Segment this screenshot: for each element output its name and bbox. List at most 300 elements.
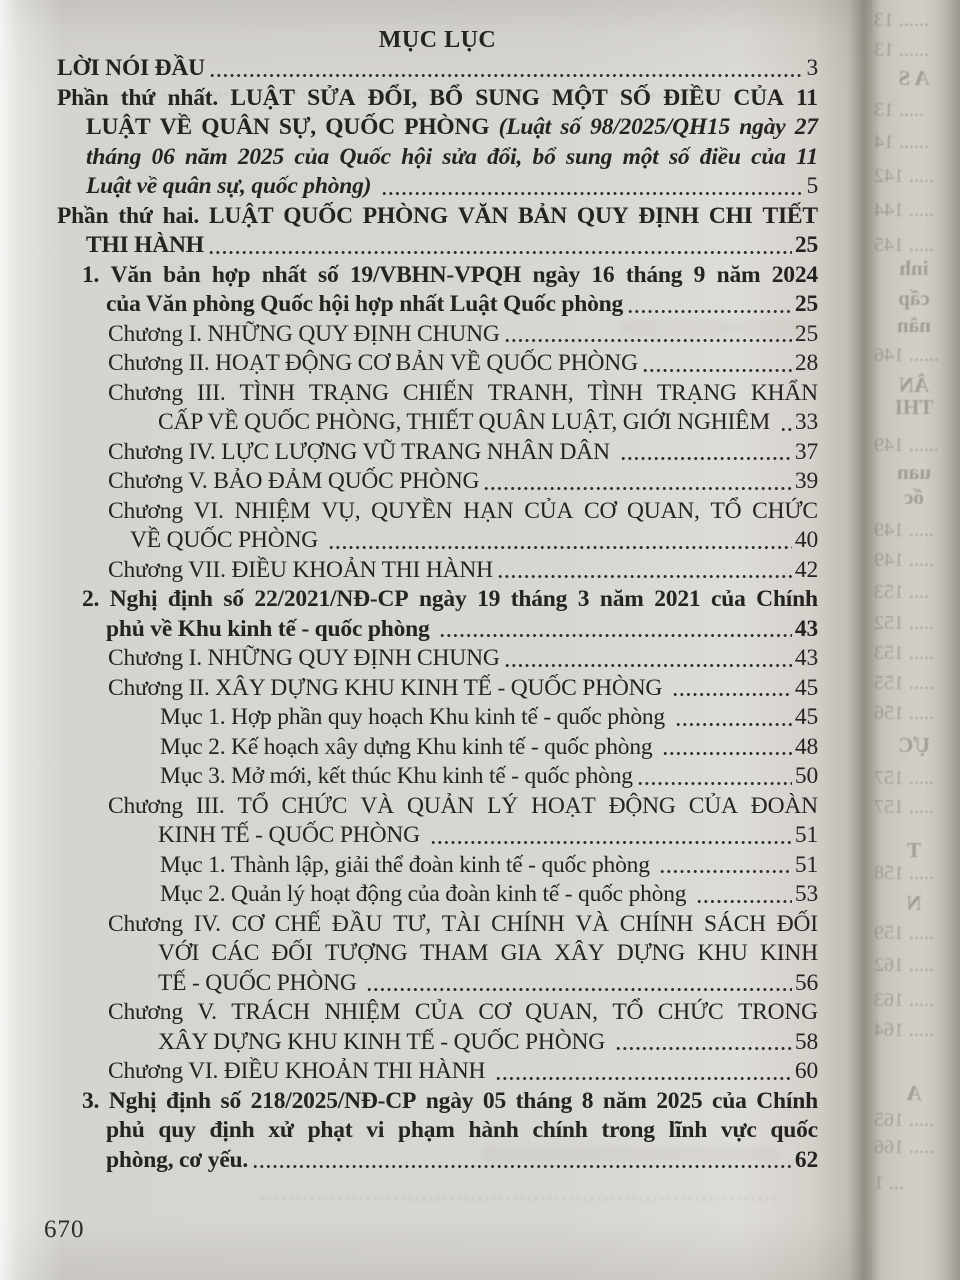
toc-line-word: CÁC: [211, 940, 260, 966]
bleed-through-text: inh: [899, 256, 929, 280]
bleed-through-text: nân: [897, 313, 931, 337]
toc-line-word: 2025: [656, 1087, 703, 1114]
toc-line-word: CHỨC: [752, 497, 818, 524]
toc-line-word: Văn: [110, 261, 152, 288]
toc-line-text: KINH TẾ - QUỐC PHÒNG: [158, 822, 426, 848]
toc-line-text: Mục 1. Thành lập, giải thể đoàn kinh tế - quốc phòng: [160, 851, 656, 878]
toc-line-word: DỰNG: [616, 940, 686, 966]
toc-line-word: hai.: [162, 202, 200, 229]
toc-line-word: PHÒNG: [404, 114, 490, 140]
toc-page-number: 5: [806, 173, 818, 199]
toc-line-word: trong: [601, 1117, 655, 1143]
toc-line-word: CHỨC: [657, 999, 724, 1025]
toc-line-word: TƯỢNG: [325, 940, 408, 966]
bleed-through-text: N: [906, 891, 922, 915]
bleed-through-text: ..... 162: [874, 954, 934, 976]
toc-line-word: QUÂN: [201, 114, 270, 140]
toc-page-number: 25: [794, 291, 818, 317]
toc-line-word: 19/VBHN-VPQH: [349, 261, 522, 288]
dot-leader: [498, 573, 792, 580]
toc-line-word: của: [751, 143, 786, 170]
bleed-through-text: ỰC: [898, 733, 930, 757]
table-of-contents: [0, 54, 818, 1175]
toc-line-word: TRANH,: [487, 379, 574, 406]
toc-page-number: 51: [794, 851, 818, 878]
toc-line-word: CƠ: [231, 910, 264, 937]
bleed-through-text: ...... 14: [874, 131, 929, 153]
toc-line-word: quốc: [770, 1117, 818, 1143]
toc-line-word: đổi,: [487, 143, 523, 170]
toc-page-number: 60: [794, 1058, 818, 1084]
toc-line-word: TRONG: [737, 999, 818, 1025]
toc-line-word: KHẨN: [750, 379, 818, 406]
toc-line: [0, 1146, 818, 1176]
toc-page-number: 56: [794, 969, 818, 996]
toc-line-word: LUẬT: [230, 84, 295, 111]
toc-line-word: tháng: [515, 1087, 573, 1114]
toc-line: [0, 172, 818, 202]
toc-line-text: XÂY DỰNG KHU KINH TẾ - QUỐC PHÒNG: [158, 1028, 611, 1055]
dot-leader: [643, 367, 792, 374]
dot-leader: [697, 898, 792, 905]
toc-line-text: Chương I. NHỮNG QUY ĐỊNH CHUNG: [108, 320, 500, 347]
page-title: MỤC LỤC: [378, 27, 497, 53]
toc-line-word: Nghị: [109, 586, 158, 612]
bleed-through-text: ..... 165: [874, 1109, 934, 1131]
toc-line-word: SỐ: [619, 84, 651, 111]
toc-line-word: Chương: [108, 910, 183, 937]
bleed-through-text: ..... 156: [874, 702, 934, 724]
toc-line-word: phạm: [398, 1117, 455, 1143]
toc-line-word: vực: [720, 1117, 757, 1143]
toc-line-word: Chính: [756, 1087, 818, 1114]
toc-line-word: tháng: [86, 143, 142, 170]
toc-page-number: 33: [794, 409, 818, 435]
toc-line-word: ĐỊNH: [638, 202, 699, 229]
toc-line-word: KINH: [760, 940, 818, 966]
footer-page-number: 670: [44, 1216, 85, 1243]
toc-line-word: QUAN,: [525, 999, 598, 1025]
bleed-through-text: ..... 144: [874, 199, 934, 221]
toc-line-word: chính: [532, 1117, 588, 1143]
dot-leader: [367, 986, 792, 993]
toc-line-word: VÀ: [575, 910, 609, 937]
toc-line-word: TƯ,: [393, 910, 431, 937]
toc-line-word: III.: [195, 792, 225, 819]
toc-line-word: TÀI: [441, 910, 481, 937]
toc-line: [0, 792, 818, 822]
toc-line-word: 11: [796, 84, 818, 111]
toc-line-word: một: [622, 143, 659, 170]
dot-leader: [329, 544, 792, 551]
dot-leader: [660, 868, 791, 875]
bleed-through-text: ..... 164: [874, 1019, 934, 1041]
toc-line: [0, 231, 818, 261]
toc-line-word: vi: [366, 1117, 385, 1143]
toc-line-word: Chương: [108, 792, 183, 819]
toc-line-word: QUYỀN: [371, 497, 453, 524]
dot-leader: [505, 337, 792, 344]
toc-line: [0, 497, 818, 527]
bleed-through-text: ÂN: [898, 373, 930, 397]
toc-line-word: QUỐC: [325, 114, 395, 140]
toc-line-text: VỀ QUỐC PHÒNG: [130, 527, 324, 553]
toc-line-word: số: [220, 1087, 241, 1114]
toc-line: [0, 202, 818, 232]
toc-line-word: sung: [566, 143, 613, 170]
dot-leader: [781, 426, 792, 433]
toc-line-word: 218/2025/NĐ-CP: [250, 1087, 417, 1114]
toc-line-word: tháng: [625, 261, 683, 288]
toc-line-word: ĐOÀN: [750, 792, 818, 819]
toc-line-word: NHIỆM: [324, 999, 401, 1025]
toc-line-word: CHÍNH: [619, 910, 694, 937]
toc-line-text: Mục 1. Hợp phần quy hoạch Khu kinh tế - quốc phòng: [160, 704, 671, 730]
toc-line-word: số: [560, 114, 581, 140]
toc-line-word: TRẠNG: [308, 379, 389, 406]
toc-line-word: năm: [716, 261, 761, 288]
toc-page-number: 3: [806, 55, 818, 81]
toc-line-word: Chính: [756, 586, 818, 612]
toc-line-word: sửa: [442, 143, 477, 170]
toc-line-word: định: [209, 1117, 255, 1143]
toc-line-word: CỦA: [688, 792, 738, 819]
toc-page-number: 25: [794, 320, 818, 347]
toc-line-word: phủ: [106, 1117, 145, 1143]
dot-leader: [505, 662, 792, 669]
toc-line-word: 2021: [654, 586, 701, 612]
toc-page-number: 43: [794, 615, 818, 642]
toc-line-word: CHIẾN: [402, 379, 474, 406]
toc-page-number: 50: [794, 763, 818, 789]
bleed-through-text: ..... 166: [874, 1136, 934, 1158]
toc-line-word: TÌNH: [239, 379, 295, 406]
bleed-through-text: .... 153: [874, 581, 929, 603]
toc-line-word: 1.: [82, 261, 100, 288]
toc-line: [0, 143, 818, 173]
toc-line-word: LUẬT: [208, 202, 274, 229]
toc-line: [0, 556, 818, 586]
toc-line-word: bổ: [532, 143, 556, 170]
toc-line: [0, 674, 818, 704]
toc-line-word: hành: [468, 1117, 519, 1143]
toc-line-word: Phần: [57, 202, 109, 229]
dot-leader: [210, 72, 803, 79]
toc-line: [0, 969, 818, 999]
toc-line-text: Mục 2. Quản lý hoạt động của đoàn kinh tế - quốc phòng: [160, 881, 693, 907]
toc-line-word: VÀ: [360, 792, 394, 819]
toc-line-word: 16: [591, 261, 615, 288]
toc-line-word: 06: [151, 143, 175, 170]
toc-line-word: 3.: [82, 1087, 100, 1114]
toc-line: [0, 821, 818, 851]
toc-line-word: Chương: [108, 497, 183, 524]
toc-line-word: LÝ: [487, 792, 519, 819]
toc-line-word: THAM: [419, 940, 489, 966]
bleed-through-text: A S: [898, 66, 930, 90]
bleed-through-text: ..... 152: [874, 612, 934, 634]
toc-line-word: CƠ: [478, 999, 511, 1025]
toc-line-word: ĐỘNG: [608, 792, 676, 819]
toc-line-word: VỤ,: [321, 497, 361, 524]
toc-line-text: Chương II. XÂY DỰNG KHU KINH TẾ - QUỐC PHÒNG: [108, 674, 668, 701]
toc-line: [0, 762, 818, 792]
toc-page-number: 43: [794, 645, 818, 671]
dot-leader: [440, 632, 792, 639]
toc-line-word: GIA: [500, 940, 542, 966]
toc-line: [0, 1087, 818, 1117]
bleed-through-text: ...... 13: [874, 9, 929, 31]
toc-line-word: 27: [794, 114, 818, 140]
bleed-through-text: ..... 163: [874, 989, 934, 1011]
toc-line-text: Chương IV. LỰC LƯỢNG VŨ TRANG NHÂN DÂN: [108, 438, 616, 465]
toc-line-word: hội: [401, 143, 432, 170]
toc-line: [0, 113, 818, 143]
bleed-through-text: ..... 145: [874, 234, 934, 256]
toc-line-word: SUNG: [475, 84, 540, 111]
dot-leader: [673, 691, 792, 698]
toc-line-word: Chương: [108, 999, 183, 1025]
toc-line-word: CHÍNH: [491, 910, 565, 937]
dot-leader: [484, 485, 792, 492]
toc-line-word: nhất.: [167, 84, 219, 111]
toc-line: [0, 379, 818, 409]
toc-line-text: phủ về Khu kinh tế - quốc phòng: [106, 615, 436, 642]
toc-line: [0, 880, 818, 910]
bleed-through-text: ...... 149: [874, 434, 939, 456]
toc-line-text: Chương VII. ĐIỀU KHOẢN THI HÀNH: [108, 556, 493, 583]
toc-line-word: IV.: [193, 910, 221, 937]
toc-line-word: định: [167, 586, 213, 612]
toc-line-word: điều: [699, 143, 741, 170]
bleed-through-text: ...... 13: [874, 39, 929, 61]
toc-page-number: 40: [794, 527, 818, 553]
toc-line: [0, 438, 818, 468]
toc-line-word: VĂN: [457, 202, 509, 229]
adjacent-page-edge: [872, 0, 960, 1280]
toc-page-number: 45: [794, 704, 818, 730]
dot-leader: [628, 308, 792, 315]
toc-line-word: CỦA: [524, 497, 574, 524]
bleed-through-text: ..... 149: [874, 519, 934, 541]
toc-line-text: Mục 3. Mở mới, kết thúc Khu kinh tế - quốc phòng: [160, 763, 633, 789]
toc-line-word: BỔ: [429, 84, 463, 111]
toc-line-word: 05: [482, 1087, 507, 1114]
toc-line-word: HẠN: [463, 497, 514, 524]
toc-line-word: ngày: [419, 586, 467, 612]
toc-line-word: QUY: [576, 202, 629, 229]
toc-line: [0, 939, 818, 969]
toc-line-text: Chương II. HOẠT ĐỘNG CƠ BẢN VỀ QUỐC PHÒNG: [108, 350, 638, 376]
toc-line: [0, 261, 818, 291]
toc-line-word: 2025: [237, 143, 285, 170]
toc-line-word: ngày: [739, 114, 786, 140]
toc-line-text: THI HÀNH: [86, 232, 204, 258]
toc-line-word: V.: [197, 999, 217, 1025]
toc-line: [0, 526, 818, 556]
toc-line-word: 22/2021/NĐ-CP: [254, 586, 409, 612]
toc-line-word: SỰ,: [278, 114, 316, 140]
toc-line: [0, 910, 818, 940]
toc-line-word: QUỐC: [283, 202, 353, 229]
toc-line-word: LUẬT: [86, 114, 151, 140]
toc-line: [0, 615, 818, 645]
toc-line-text: Chương VI. ĐIỀU KHOẢN THI HÀNH: [108, 1058, 491, 1084]
toc-page-number: 42: [794, 556, 818, 583]
dot-leader: [496, 1075, 792, 1082]
toc-line-word: Phần: [57, 84, 109, 111]
toc-page-number: 39: [794, 468, 818, 494]
toc-line-word: số: [223, 586, 244, 612]
toc-line-word: 11: [796, 143, 818, 170]
toc-line: [0, 851, 818, 881]
toc-line: [0, 644, 818, 674]
bleed-through-text: T: [907, 838, 922, 862]
toc-line-word: CƠ: [583, 497, 617, 524]
toc-line-word: TỔ: [612, 999, 644, 1025]
dot-leader: [209, 249, 792, 256]
toc-line-word: CHI: [708, 202, 753, 229]
toc-line-word: của: [294, 143, 330, 170]
toc-line-word: CHỨC: [281, 792, 348, 819]
dot-leader: [663, 750, 792, 757]
bleed-through-text: ..... 155: [874, 672, 934, 694]
toc-line: [0, 703, 818, 733]
bleed-through-text: uan: [897, 460, 931, 484]
toc-line-word: SỬA: [307, 84, 356, 111]
bleed-through-text: THI: [894, 395, 934, 419]
toc-line-word: QUAN,: [626, 497, 700, 524]
toc-line-word: phạt: [307, 1117, 353, 1143]
toc-line-text: Luật về quân sự, quốc phòng): [86, 173, 377, 199]
toc-line-word: TRÁCH: [231, 999, 310, 1025]
bleed-through-text: A: [906, 1081, 922, 1105]
toc-page-number: 37: [794, 438, 818, 465]
toc-page-number: 48: [794, 733, 818, 760]
toc-line: [0, 320, 818, 350]
toc-line-word: số: [668, 143, 690, 170]
toc-line-text: Chương V. BẢO ĐẢM QUỐC PHÒNG: [108, 468, 480, 494]
bleed-through-text: cấp: [898, 286, 930, 310]
toc-line-word: ngày: [425, 1087, 474, 1114]
toc-line-word: TÌNH: [587, 379, 643, 406]
toc-line-word: HOẠT: [531, 792, 596, 819]
toc-line-word: quy: [158, 1117, 196, 1143]
toc-page-number: 51: [794, 822, 818, 848]
toc-line-word: lĩnh: [668, 1117, 708, 1143]
toc-line-word: TỔ: [710, 497, 742, 524]
toc-line-word: 98/2025/QH15: [590, 114, 731, 140]
toc-line-word: Quốc: [339, 143, 391, 170]
toc-line-word: CHẾ: [274, 910, 322, 937]
toc-line-word: 2024: [771, 261, 818, 288]
dot-leader: [616, 1045, 792, 1052]
toc-line-word: số: [318, 261, 339, 288]
bleed-through-text: ..... 13: [874, 99, 924, 121]
bleed-through-text: ..... 149: [874, 549, 934, 571]
toc-line-word: ĐỐI: [271, 940, 313, 966]
toc-line: [0, 84, 818, 114]
toc-line-word: 3: [577, 586, 590, 612]
toc-line-word: nhất: [261, 261, 307, 288]
toc-line-text: LỜI NÓI ĐẦU: [57, 55, 205, 81]
toc-line-word: QUẢN: [406, 792, 475, 819]
toc-page-number: 53: [794, 881, 818, 907]
toc-line: [0, 1028, 818, 1058]
toc-line-word: VI.: [193, 497, 224, 524]
toc-line-text: Chương I. NHỮNG QUY ĐỊNH CHUNG: [108, 645, 500, 671]
toc-line: [0, 585, 818, 615]
toc-line: [0, 998, 818, 1028]
toc-line-word: ngày: [532, 261, 580, 288]
toc-line-word: BẢN: [518, 202, 568, 229]
toc-line-word: 19: [477, 586, 501, 612]
bleed-through-text: ..... 157: [874, 767, 934, 789]
toc-line: [0, 733, 818, 763]
toc-line-word: 2.: [82, 586, 100, 612]
toc-line: [0, 408, 818, 438]
toc-line-word: ĐỔI,: [367, 84, 418, 111]
toc-line-word: PHÒNG: [362, 202, 448, 229]
bleed-through-text: ..... 158: [874, 862, 934, 884]
bleed-through-text: ..... 157: [874, 796, 934, 818]
toc-page-number: 28: [794, 350, 818, 376]
toc-line-word: xử: [268, 1117, 294, 1143]
dot-leader: [253, 1163, 792, 1170]
toc-line-word: ĐIỀU: [663, 84, 722, 111]
toc-line-word: VỚI: [158, 940, 200, 966]
toc-line-word: năm: [599, 586, 644, 612]
toc-line: [0, 1057, 818, 1087]
toc-line-word: định: [165, 1087, 211, 1114]
bleed-through-text: ..... 153: [874, 642, 934, 664]
dot-leader: [638, 780, 792, 787]
dot-leader: [621, 455, 792, 462]
toc-page-number: 45: [794, 674, 818, 701]
toc-page-number: 25: [794, 232, 818, 258]
toc-page-number: 58: [794, 1028, 818, 1055]
toc-line-text: Mục 2. Kế hoạch xây dựng Khu kinh tế - quốc phòng: [160, 733, 659, 760]
toc-page-number: 62: [794, 1146, 818, 1173]
bleed-through-text: ... 1: [874, 1172, 904, 1194]
toc-line-word: hợp: [211, 261, 251, 288]
toc-line-word: Chương: [108, 379, 183, 406]
toc-line-text: phòng, cơ yếu.: [106, 1146, 249, 1173]
toc-line-word: VỀ: [159, 114, 192, 140]
toc-line-word: KHU: [697, 940, 748, 966]
bleed-through-ghost: [260, 1196, 780, 1202]
bleed-through-text: ..... 159: [874, 922, 934, 944]
toc-line-word: NHIỆM: [234, 497, 311, 524]
dot-leader: [382, 190, 803, 197]
toc-line-word: năm: [185, 143, 228, 170]
toc-line-word: CỦA: [733, 84, 784, 111]
toc-line-word: tháng: [510, 586, 568, 612]
toc-line: [0, 290, 818, 320]
toc-line-word: năm: [602, 1087, 647, 1114]
toc-line: [0, 1116, 818, 1146]
dot-leader: [676, 721, 792, 728]
toc-line-word: TIẾT: [762, 202, 818, 229]
toc-line-word: SÁCH: [704, 910, 766, 937]
bleed-through-text: ...... 146: [874, 344, 939, 366]
dot-leader: [431, 839, 792, 846]
toc-line-word: CỦA: [414, 999, 464, 1025]
toc-line-text: của Văn phòng Quốc hội hợp nhất Luật Quốc phòng: [106, 291, 624, 317]
toc-line-text: TẾ - QUỐC PHÒNG: [158, 969, 363, 996]
toc-line-word: bản: [163, 261, 201, 288]
bleed-through-text: ốc: [904, 485, 924, 509]
